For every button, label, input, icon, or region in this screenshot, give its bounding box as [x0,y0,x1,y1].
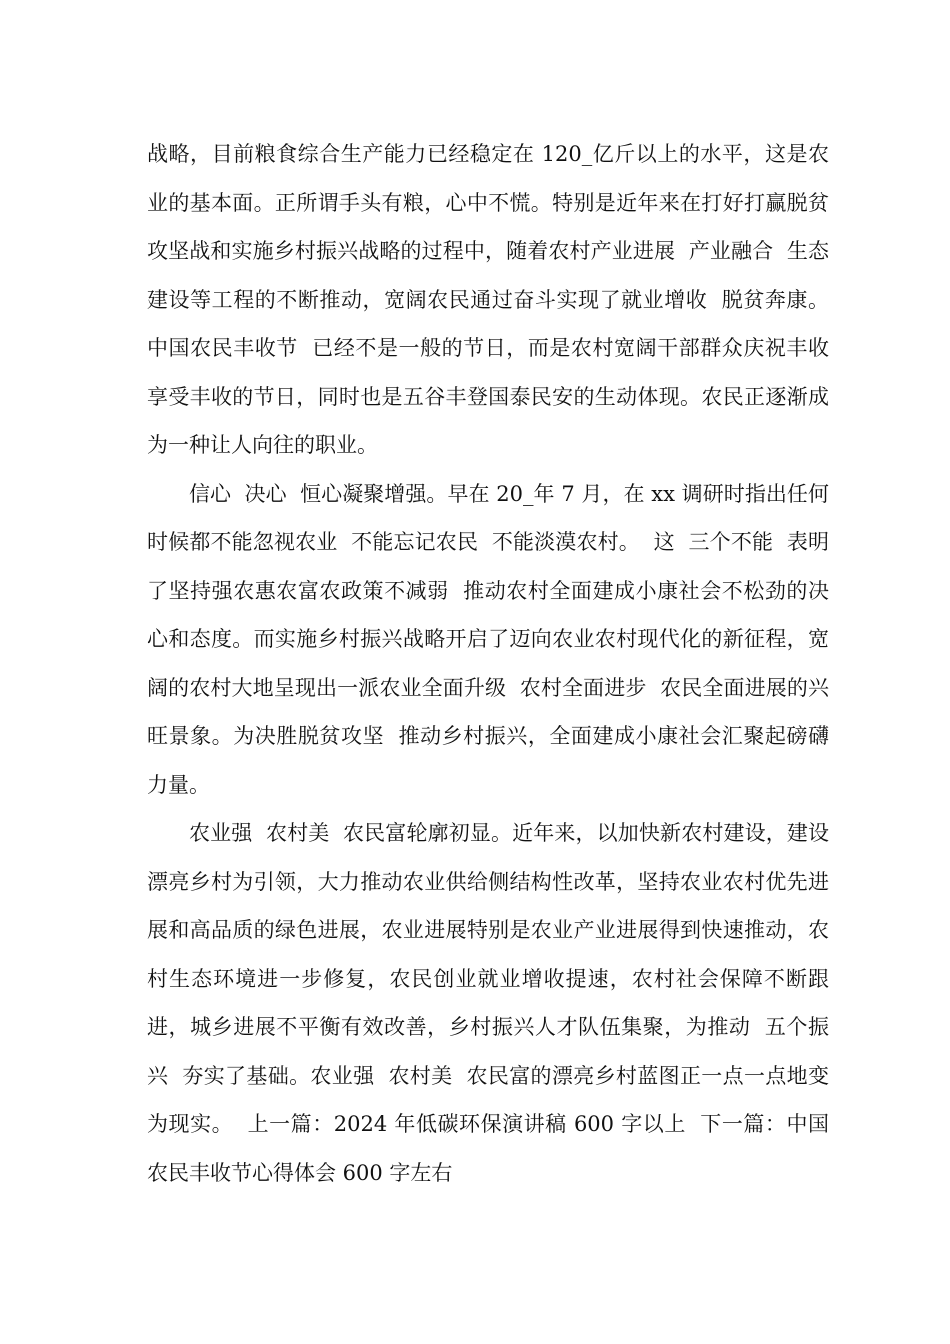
paragraph-1: 战略，目前粮食综合生产能力已经稳定在 120_亿斤以上的水平，这是农业的基本面。正所谓手头有粮，心中不慌。特别是近年来在打好打赢脱贫攻坚战和实施乡村振兴战略的过程中，随着农村产业进展 产业融合 生态建设等工程的不断推动，宽阔农民通过奋斗实现了就业增收 脱贫奔康。 中国农民丰收节 已经不是一般的节日，而是农村宽阔干部群众庆祝丰收 享受丰收的节日，同时也是五谷丰登国泰民安的生动体现。农民正逐渐成为一种让人向往的职业。 [147,142,843,457]
document-body [147,130,843,1197]
paragraph-3: 农业强 农村美 农民富轮廓初显。近年来，以加快新农村建设，建设漂亮乡村为引领，大力推动农业供给侧结构性改革，坚持农业农村优先进展和高品质的绿色进展，农业进展特别是农业产业进展得到快速推动，农村生态环境进一步修复，农民创业就业增收提速，农村社会保障不断跟进，城乡进展不平衡有效改善，乡村振兴人才队伍集聚，为推动 五个振兴 夯实了基础。农业强 农村美 农民富的漂亮乡村蓝图正一点一点地变为现实。 上一篇：2024 年低碳环保演讲稿 600 字以上 下一篇：中国农民丰收节心得体会 600 字左右 [147,821,829,1185]
paragraph-2: 信心 决心 恒心凝聚增强。早在 20_年 7 月，在 xx 调研时指出任何时候都不能忽视农业 不能忘记农民 不能淡漠农村。 这 三个不能 表明了坚持强农惠农富农政策不减弱 推动农村全面建成小康社会不松劲的决心和态度。而实施乡村振兴战略开启了迈向农业农村现代化的新征程，宽阔的农村大地呈现出一派农业全面升级 农村全面进步 农民全面进展的兴旺景象。为决胜脱贫攻坚 推动乡村振兴，全面建成小康社会汇聚起磅礴力量。 [147,481,829,797]
